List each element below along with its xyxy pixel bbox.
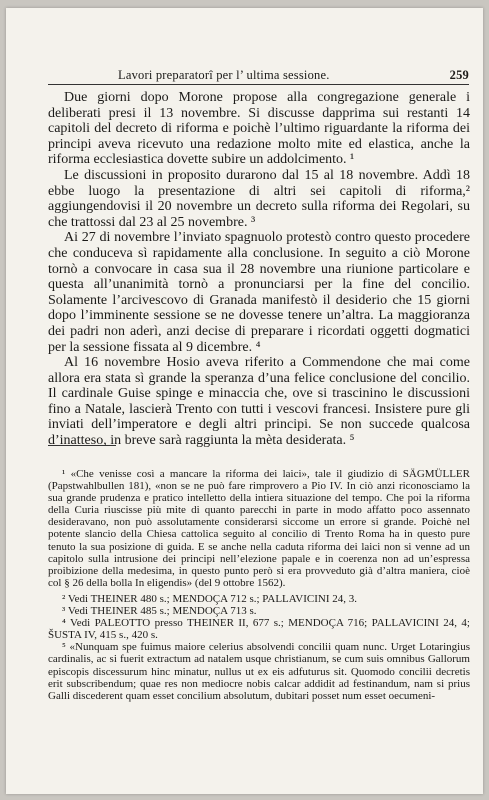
footnote: ³ Vedi THEINER 485 s.; MENDOÇA 713 s. bbox=[62, 605, 257, 618]
paragraph: Due giorni dopo Morone propose alla congregazione generale i deliberati presi il 13 novembre. Si discusse dapprima sui restanti 14 capitoli del decreto di riforma e poichè l’ultimo riguardante la riforma dei principi aveva ricevuto una redazione molto mite ed elastica, anche la riforma ecclesiastica dovette subire un addolcimento. ¹ bbox=[48, 90, 470, 168]
footnote: ¹ «Che venisse così a mancare la riforma dei laici», tale il giudizio di SÄGMÜLLER (Papstwahlbullen 181), «non se ne può fare rimprovero a Pio IV. In ciò anzi riconosciamo la sua grande prudenza e pratico intelletto della intiera situazione del tempo. Che poi la riforma della Curia riuscisse più mite di quanto parecchi in parte in modo affatto poco assennato desideravano, non può assolutamente considerarsi siccome un errore si grande. Poichè nel potente slancio della Chiesa cattolica seguito al concilio di Trento Roma ha in questo pure tenuto la sua posizione di guida. E se anche nella caduta riforma dei laici non si venne ad un capitolo sulla intrusione dei principi nell’elezione papale e in coerenza non ad un’espressa proibizione della medesima, in questo punto però si era provveduto già d’altra maniera, cioè col § 26 della bolla In eligendis» (del 9 ottobre 1562). bbox=[48, 468, 470, 589]
footnote: ² Vedi THEINER 480 s.; MENDOÇA 712 s.; PALLAVICINI 24, 3. bbox=[62, 592, 358, 605]
footnote-separator bbox=[48, 445, 116, 446]
main-text bbox=[48, 90, 470, 449]
header-rule bbox=[48, 84, 469, 85]
book-page bbox=[6, 8, 483, 794]
footnote: ⁵ «Nunquam spe fuimus maiore celerius absolvendi concilii quam nunc. Urget Lotaringius cardinalis, ac si fuerit extractum ad natalem usque christianum, se cum suis omnibus Gallorum episcopis discessurum hinc minatur, nullus ut ex eis adfuturus sit. Quomodo concilii decretis erit subscribendum; quae res non mediocre nobis calcar addidit ad festinandum, nam si prius Galli discederent quam esset concilium absolutum, dubitari posset num esset oecumeni- bbox=[48, 641, 470, 702]
paragraph: Ai 27 di novembre l’inviato spagnuolo protestò contro questo procedere che conduceva sì rapidamente alla conclusione. In seguito a ciò Morone tornò a convocare in casa sua il 28 novembre una riunione particolare e questa all’unanimità tornò a pronunciarsi per la fine del concilio. Solamente l’arcivescovo di Granada manifestò il desiderio che 15 giorni dopo l’imminente sessione se ne dovesse tenere un’altra. La maggioranza dei padri non aderì, anzi decise di preparare i ricordati oggetti dogmatici per la sessione fissata al 9 dicembre. ⁴ bbox=[48, 230, 470, 355]
page-number: 259 bbox=[449, 68, 469, 82]
running-title: Lavori preparatorî per l’ ultima sessione. bbox=[118, 68, 330, 82]
paragraph: Le discussioni in proposito durarono dal 15 al 18 novembre. Addì 18 ebbe luogo la presentazione di altri sei capitoli di riforma,² aggiungendovisi il 20 novembre un decreto sulla riforma dei Regolari, su che trattossi dal 23 al 25 novembre. ³ bbox=[48, 167, 470, 230]
footnotes bbox=[48, 468, 470, 702]
footnote: ⁴ Vedi PALEOTTO presso THEINER II, 677 s.; MENDOÇA 716; PALLAVICINI 24, 4; ŠUSTA IV, 415 s., 420 s. bbox=[48, 617, 470, 642]
paragraph: Al 16 novembre Hosio aveva riferito a Commendone che mai come allora era stata sì grande la speranza d’una felice conclusione del concilio. Il cardinale Guise spinge e minaccia che, ove si trascinino le discussioni fino a Natale, lascierà Trento con tutti i vescovi francesi. Insistere pure gli inviati dell’imperatore e degli altri principi. Se non succede qualcosa d’inatteso, in breve sarà raggiunta la mèta desiderata. ⁵ bbox=[48, 355, 470, 449]
